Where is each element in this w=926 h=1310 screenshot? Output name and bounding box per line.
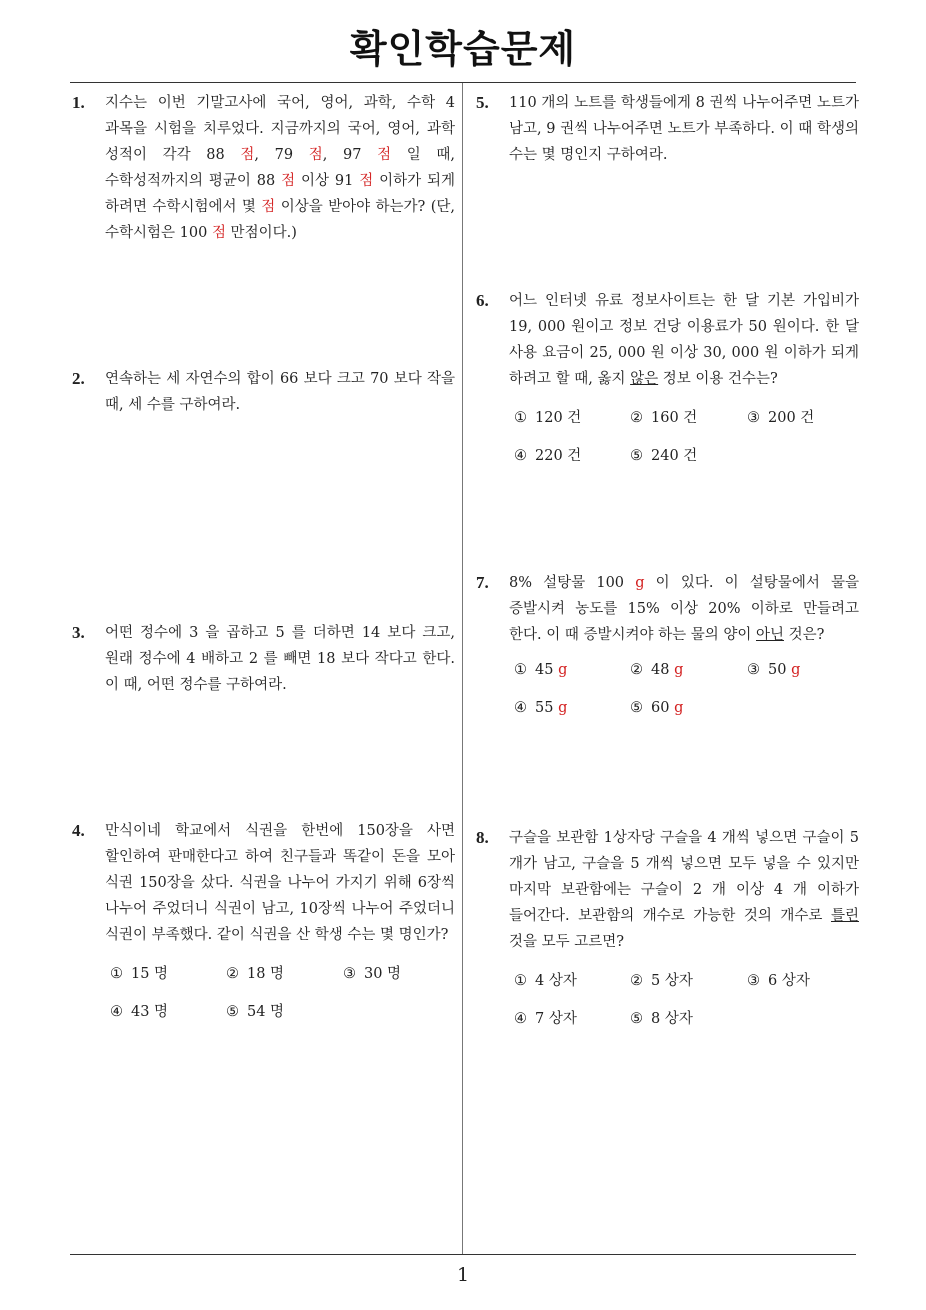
question-8 [476,825,859,1049]
header-rule [70,82,856,83]
question-text: 8% 설탕물 100 g 이 있다. 이 설탕물에서 물을 증발시켜 농도를 15% 이상 20% 이하로 만들려고 한다. 이 때 증발시켜야 하는 물의 양이 아닌 것은? [509,575,860,643]
question-number: 6. [476,291,489,310]
choice-2[interactable]: ② 160 건 [630,410,698,426]
question-7 [476,570,860,742]
footer-rule [70,1254,856,1255]
choice-3[interactable]: ③ 200 건 [747,410,815,426]
answer-choices [105,962,455,1042]
question-1 [72,90,456,246]
choice-1[interactable]: ① 4 상자 [514,973,577,989]
choice-3[interactable]: ③ 30 명 [343,966,402,982]
choice-2[interactable]: ② 48 g [630,662,684,678]
question-text: 110 개의 노트를 학생들에게 8 권씩 나누어주면 노트가 남고, 9 권씩 나누어주면 노트가 부족하다. 이 때 학생의 수는 몇 명인지 구하여라. [509,95,859,163]
choice-5[interactable]: ⑤ 54 명 [226,1004,285,1020]
question-text: 지수는 이번 기말고사에 국어, 영어, 과학, 수학 4 과목을 시험을 치루었다. 지금까지의 국어, 영어, 과학 성적이 각각 88 점, 79 점, 97 점 일 때, 수학성적까지의 평균이 88 점 이상 91 점 이하가 되게 하려면 수학시험에서 몇 점 이상을 받아야 하는가? (단, 수학시험은 100 점 만점이다.) [105,95,456,241]
choice-5[interactable]: ⑤ 240 건 [630,448,698,464]
page-number: 1 [456,1264,470,1286]
choice-4[interactable]: ④ 7 상자 [514,1011,577,1027]
choice-4[interactable]: ④ 55 g [514,700,568,716]
choice-5[interactable]: ⑤ 8 상자 [630,1011,693,1027]
question-text: 연속하는 세 자연수의 합이 66 보다 크고 70 보다 작을 때, 세 수를 구하여라. [105,371,455,413]
answer-choices [509,662,859,742]
question-text: 어떤 정수에 3 을 곱하고 5 를 더하면 14 보다 크고, 원래 정수에 4 배하고 2 를 빼면 18 보다 작다고 한다. 이 때, 어떤 정수를 구하여라. [105,625,455,693]
answer-choices [509,969,859,1049]
question-number: 3. [72,623,85,642]
question-5 [476,90,859,168]
question-text: 어느 인터넷 유료 정보사이트는 한 달 기본 가입비가 19, 000 원이고 정보 건당 이용료가 50 원이다. 한 달 사용 요금이 25, 000 원 이상 30, 000 원 이하가 되게 하려고 할 때, 옳지 않은 정보 이용 건수는? [509,293,859,387]
choice-5[interactable]: ⑤ 60 g [630,700,684,716]
choice-3[interactable]: ③ 6 상자 [747,973,810,989]
question-number: 1. [72,93,85,112]
question-text: 구슬을 보관함 1상자당 구슬을 4 개씩 넣으면 구슬이 5 개가 남고, 구슬을 5 개씩 넣으면 모두 넣을 수 있지만 마지막 보관함에는 구슬이 2 개 이상 4 개 이하가 들어간다. 보관함의 개수로 가능한 것의 개수로 틀린 것을 모두 고르면? [509,830,859,950]
choice-4[interactable]: ④ 43 명 [110,1004,169,1020]
column-divider [462,83,463,1255]
question-text: 만식이네 학교에서 식권을 한번에 150장을 사면 할인하여 판매한다고 하여 친구들과 똑같이 돈을 모아 식권 150장을 샀다. 식권을 나누어 가지기 위해 6장씩 나누어 주었더니 식권이 남고, 10장씩 나누어 주었더니 식권이 부족했다. 같이 식권을 산 학생 수는 몇 명인가? [105,823,455,943]
choice-1[interactable]: ① 15 명 [110,966,169,982]
choice-1[interactable]: ① 120 건 [514,410,582,426]
choice-4[interactable]: ④ 220 건 [514,448,582,464]
question-6 [476,288,859,486]
question-number: 7. [476,573,489,592]
choice-2[interactable]: ② 5 상자 [630,973,693,989]
question-3 [72,620,455,698]
choice-1[interactable]: ① 45 g [514,662,568,678]
question-4 [72,818,455,1042]
question-number: 4. [72,821,85,840]
question-number: 2. [72,369,85,388]
question-number: 5. [476,93,489,112]
answer-choices [509,406,859,486]
choice-3[interactable]: ③ 50 g [747,662,801,678]
page-title: 확인학습문제 [349,27,577,71]
question-number: 8. [476,828,489,847]
choice-2[interactable]: ② 18 명 [226,966,285,982]
question-2 [72,366,455,418]
